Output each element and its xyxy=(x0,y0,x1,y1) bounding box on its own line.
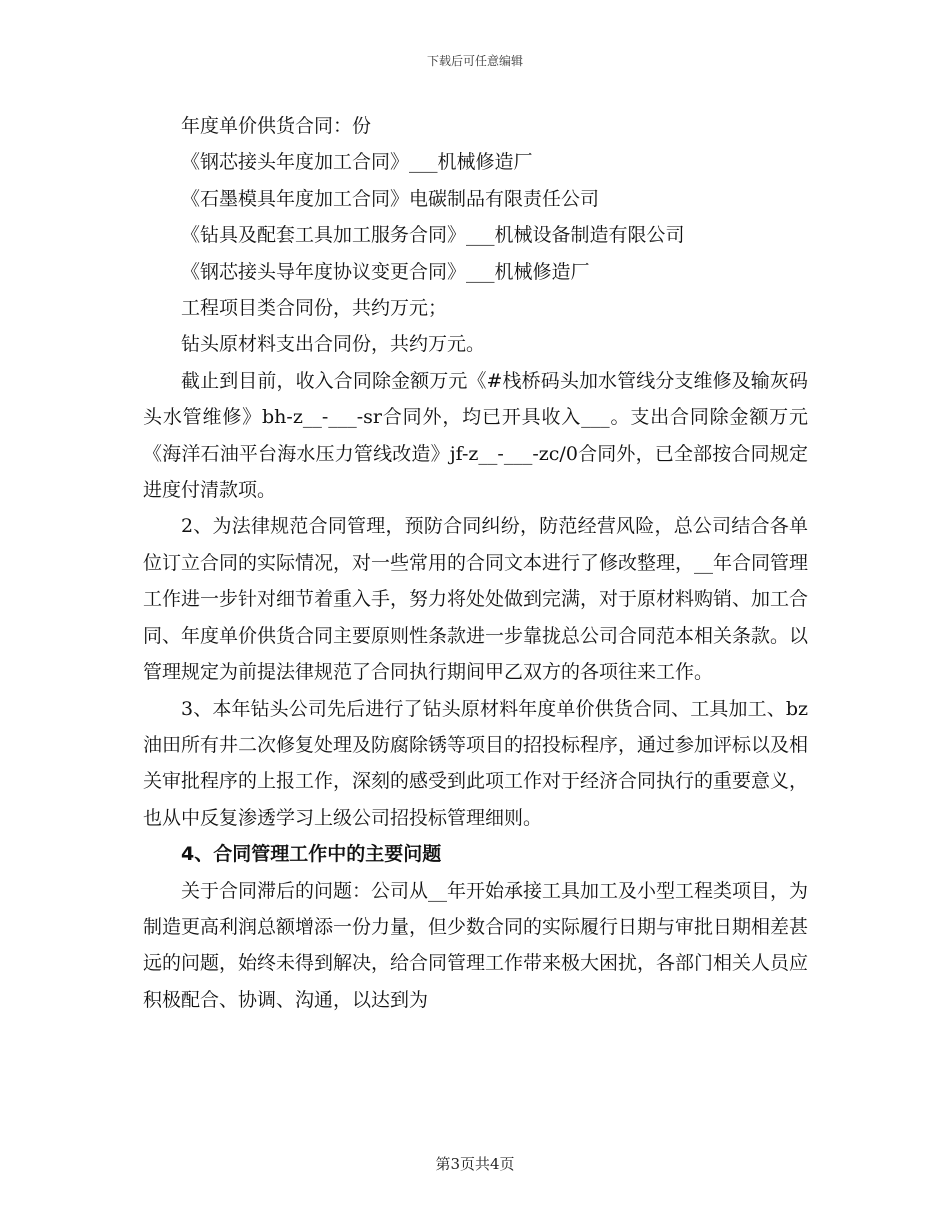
paragraph-graphite-mold-contract: 《石墨模具年度加工合同》电碳制品有限责任公司 xyxy=(181,187,600,210)
paragraph-steel-core-joint-contract: 《钢芯接头年度加工合同》___机械修造厂 xyxy=(181,151,533,174)
paragraph-agreement-change-contract: 《钢芯接头导年度协议变更合同》___机械修造厂 xyxy=(181,260,590,283)
paragraph-item-3: 3、本年钻头公司先后进行了钻头原材料年度单价供货合同、工具加工、bz油田所有井二次修复处理及防腐除锈等项目的招投标程序，通过参加评标以及相关审批程序的上报工作，深刻的感受到此项工作对于经济合同执行的重要意义，也从中反复渗透学习上级公司招投标管理细则。 xyxy=(143,697,809,829)
paragraph-raw-material-contracts: 钻头原材料支出合同份，共约万元。 xyxy=(181,333,486,356)
section-heading-main-problems: 4、合同管理工作中的主要问题 xyxy=(181,843,442,866)
paragraph-item-2: 2、为法律规范合同管理，预防合同纠纷，防范经营风险，总公司结合各单位订立合同的实际情况，对一些常用的合同文本进行了修改整理，__年合同管理工作进一步针对细节着重入手，努力将处处做到完满，对于原材料购销、加工合同、年度单价供货合同主要原则性条款进一步靠拢总公司合同范本相关条款。以管理规定为前提法律规范了合同执行期间甲乙双方的各项往来工作。 xyxy=(143,515,809,684)
paragraph-annual-unit-price-contracts: 年度单价供货合同：份 xyxy=(181,115,372,137)
paragraph-contract-status: 截止到目前，收入合同除金额万元《#栈桥码头加水管线分支维修及输灰码头水管维修》bh-z__-___-sr合同外，均已开具收入___。支出合同除金额万元《海洋石油平台海水压力管线改造》jf-z__-___-zc/0合同外，已全部按合同规定进度付清款项。 xyxy=(143,369,808,502)
paragraph-drilling-tools-contract: 《钻具及配套工具加工服务合同》___机械设备制造有限公司 xyxy=(181,224,685,247)
paragraph-contract-delay: 关于合同滞后的问题：公司从__年开始承接工具加工及小型工程类项目，为制造更高利润总额增添一份力量，但少数合同的实际履行日期与审批日期相差甚远的问题，始终未得到解决，给合同管理工作带来极大困扰，各部门相关人员应积极配合、协调、沟通，以达到为 xyxy=(143,879,809,1011)
page-header: 下载后可任意编辑 xyxy=(426,54,523,68)
document-body xyxy=(143,108,808,1018)
page-footer: 第3页共4页 xyxy=(435,1155,515,1173)
paragraph-engineering-contracts: 工程项目类合同份，共约万元； xyxy=(181,297,448,320)
